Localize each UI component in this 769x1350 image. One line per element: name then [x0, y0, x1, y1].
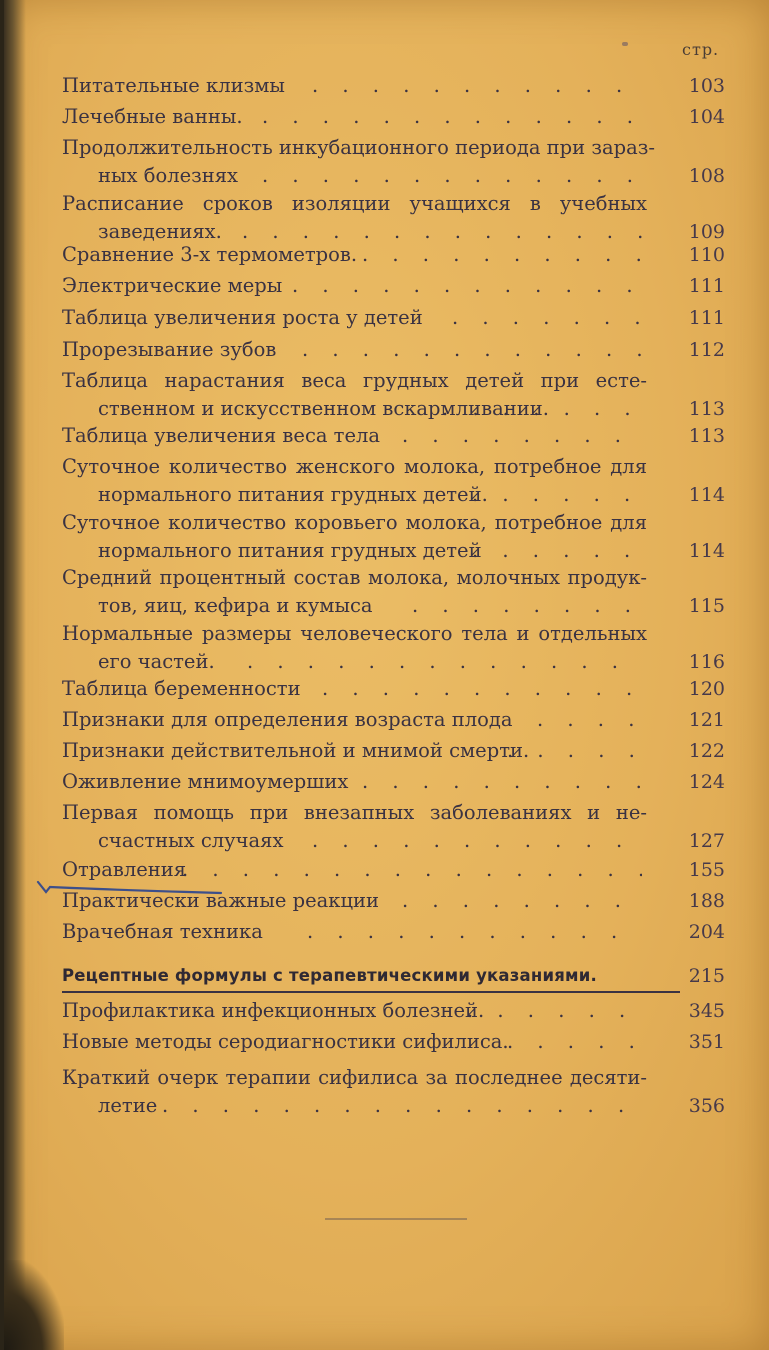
toc-entry [62, 675, 725, 703]
toc-entry-title: ственном и искусственном вскармливании. [98, 397, 549, 420]
dot-leader [472, 537, 642, 565]
toc-entry [62, 706, 725, 734]
toc-entry-title: Таблица беременности [62, 677, 301, 700]
dot-leader [262, 103, 642, 131]
toc-page-number: 104 [688, 106, 725, 128]
toc-entry-title: нормального питания грудных детей [98, 539, 482, 562]
page-column-label: стр. [682, 40, 720, 59]
toc-entry-title: Признаки для определения возраста плода [62, 708, 513, 731]
toc-page-number: 108 [688, 165, 725, 187]
toc-entry [62, 564, 725, 620]
toc-entry-title: Профилактика инфекционных болезней. [62, 999, 485, 1022]
toc-entry-title: Расписание сроков изоляции учащихся в учебных [62, 192, 647, 215]
toc-entry-title: Суточное количество женского молока, потребное для [62, 455, 647, 478]
toc-entry-title: Первая помощь при внезапных заболеваниях и не- [62, 801, 647, 824]
toc-entry-title: Таблица увеличения веса тела [62, 424, 381, 447]
toc-entry [62, 241, 725, 269]
toc-page-number: 345 [688, 1000, 725, 1022]
toc-entry-title: Электрические меры [62, 274, 283, 297]
dot-leader [472, 481, 642, 509]
dot-leader [402, 422, 642, 450]
toc-entry-title: Таблица увеличения роста у детей [62, 306, 423, 329]
dot-leader [412, 592, 642, 620]
toc-entry-title: счастных случаях [98, 829, 284, 852]
toc-entry [62, 509, 725, 565]
dot-leader [362, 768, 642, 796]
toc-entry [62, 620, 725, 676]
toc-entry [62, 304, 725, 332]
toc-page-number: 204 [688, 921, 725, 943]
toc-entry-title: Прорезывание зубов [62, 338, 277, 361]
toc-entry [62, 336, 725, 364]
end-rule [325, 1218, 467, 1220]
toc-page-number: 351 [688, 1031, 725, 1053]
dot-leader [162, 1092, 642, 1120]
toc-entry-title: Краткий очерк терапии сифилиса за последнее десяти- [62, 1066, 647, 1089]
toc-entry-title: Признаки действительной и мнимой смерти. [62, 739, 530, 762]
dot-leader [292, 272, 642, 300]
toc-entry [62, 422, 725, 450]
dot-leader [322, 675, 642, 703]
toc-page-number: 111 [688, 307, 725, 329]
toc-page-number: 114 [688, 484, 725, 506]
dot-leader [312, 72, 642, 100]
toc-entry-title: его частей. [98, 650, 215, 673]
toc-entry-title: тов, яиц, кефира и кумыса [98, 594, 373, 617]
pen-underline-mark [36, 880, 226, 898]
toc-entry-title: Питательные клизмы [62, 74, 285, 97]
dot-leader [302, 336, 642, 364]
toc-page-number: 188 [688, 890, 725, 912]
toc-page-number: 111 [688, 275, 725, 297]
toc-entry [62, 737, 725, 765]
toc-entry [62, 799, 725, 855]
toc-page-number: 121 [688, 709, 725, 731]
toc-entry-title: Оживление мнимоумерших [62, 770, 349, 793]
section-underline [62, 991, 680, 993]
toc-page-number: 115 [688, 595, 725, 617]
toc-page-number: 113 [688, 398, 725, 420]
toc-entry-title: нормального питания грудных детей. [98, 483, 488, 506]
toc-page-number: 109 [688, 221, 725, 243]
dot-leader [452, 304, 642, 332]
toc-page-number: 112 [688, 339, 725, 361]
toc-entry-title: заведениях. [98, 220, 222, 243]
toc-entry-title: Отравления [62, 858, 187, 881]
toc-entry [62, 72, 725, 100]
toc-page-number: 120 [688, 678, 725, 700]
toc-page-number: 114 [688, 540, 725, 562]
section-page-number: 215 [688, 965, 725, 987]
toc-page-number: 356 [688, 1095, 725, 1117]
toc-entry-title: Новые методы серодиагностики сифилиса. [62, 1030, 509, 1053]
toc-entry [62, 134, 725, 190]
toc-entry-title: летие [98, 1094, 158, 1117]
toc-entry-title: Врачебная техника [62, 920, 263, 943]
dot-leader [182, 856, 642, 884]
toc-entry [62, 190, 725, 246]
dot-leader [507, 1028, 642, 1056]
toc-entry [62, 768, 725, 796]
dot-leader [402, 887, 642, 915]
toc-entry [62, 1028, 725, 1056]
dot-leader [442, 395, 642, 423]
toc-entry-title: Средний процентный состав молока, молочных продук- [62, 566, 647, 589]
toc-page-number: 122 [688, 740, 725, 762]
toc-page-number: 110 [688, 244, 725, 266]
toc-page-number: 116 [688, 651, 725, 673]
toc-entry [62, 1064, 725, 1120]
toc-entry [62, 272, 725, 300]
toc-entry-title: Практически важные реакции [62, 889, 379, 912]
toc-entry-title: Сравнение 3-х термометров. [62, 243, 358, 266]
toc-entry-title: ных болезнях [98, 164, 239, 187]
dot-leader [247, 648, 642, 676]
dot-leader [537, 706, 642, 734]
toc-entry [62, 453, 725, 509]
toc-page-number: 124 [688, 771, 725, 793]
toc-entry [62, 918, 725, 946]
toc-page-number: 127 [688, 830, 725, 852]
toc-entry-title: Суточное количество коровьего молока, потребное для [62, 511, 647, 534]
dot-leader [262, 162, 642, 190]
toc-entry-title: Таблица нарастания веса грудных детей при есте- [62, 369, 647, 392]
dot-leader [312, 827, 642, 855]
dot-leader [507, 737, 642, 765]
dot-leader [467, 997, 642, 1025]
toc-entry [62, 103, 725, 131]
toc-page-number: 113 [688, 425, 725, 447]
section-heading: Рецептные формулы с терапевтическими указаниями. [62, 966, 597, 985]
toc-page-number: 103 [688, 75, 725, 97]
dot-leader [307, 918, 642, 946]
toc-entry-title: Продолжительность инкубационного периода при зараз- [62, 136, 655, 159]
toc-entry [62, 997, 725, 1025]
toc-entry-title: Нормальные размеры человеческого тела и отдельных [62, 622, 647, 645]
toc-page-number: 155 [688, 859, 725, 881]
dot-leader [362, 241, 642, 269]
toc-entry [62, 367, 725, 423]
toc-entry-title: Лечебные ванны. [62, 105, 243, 128]
